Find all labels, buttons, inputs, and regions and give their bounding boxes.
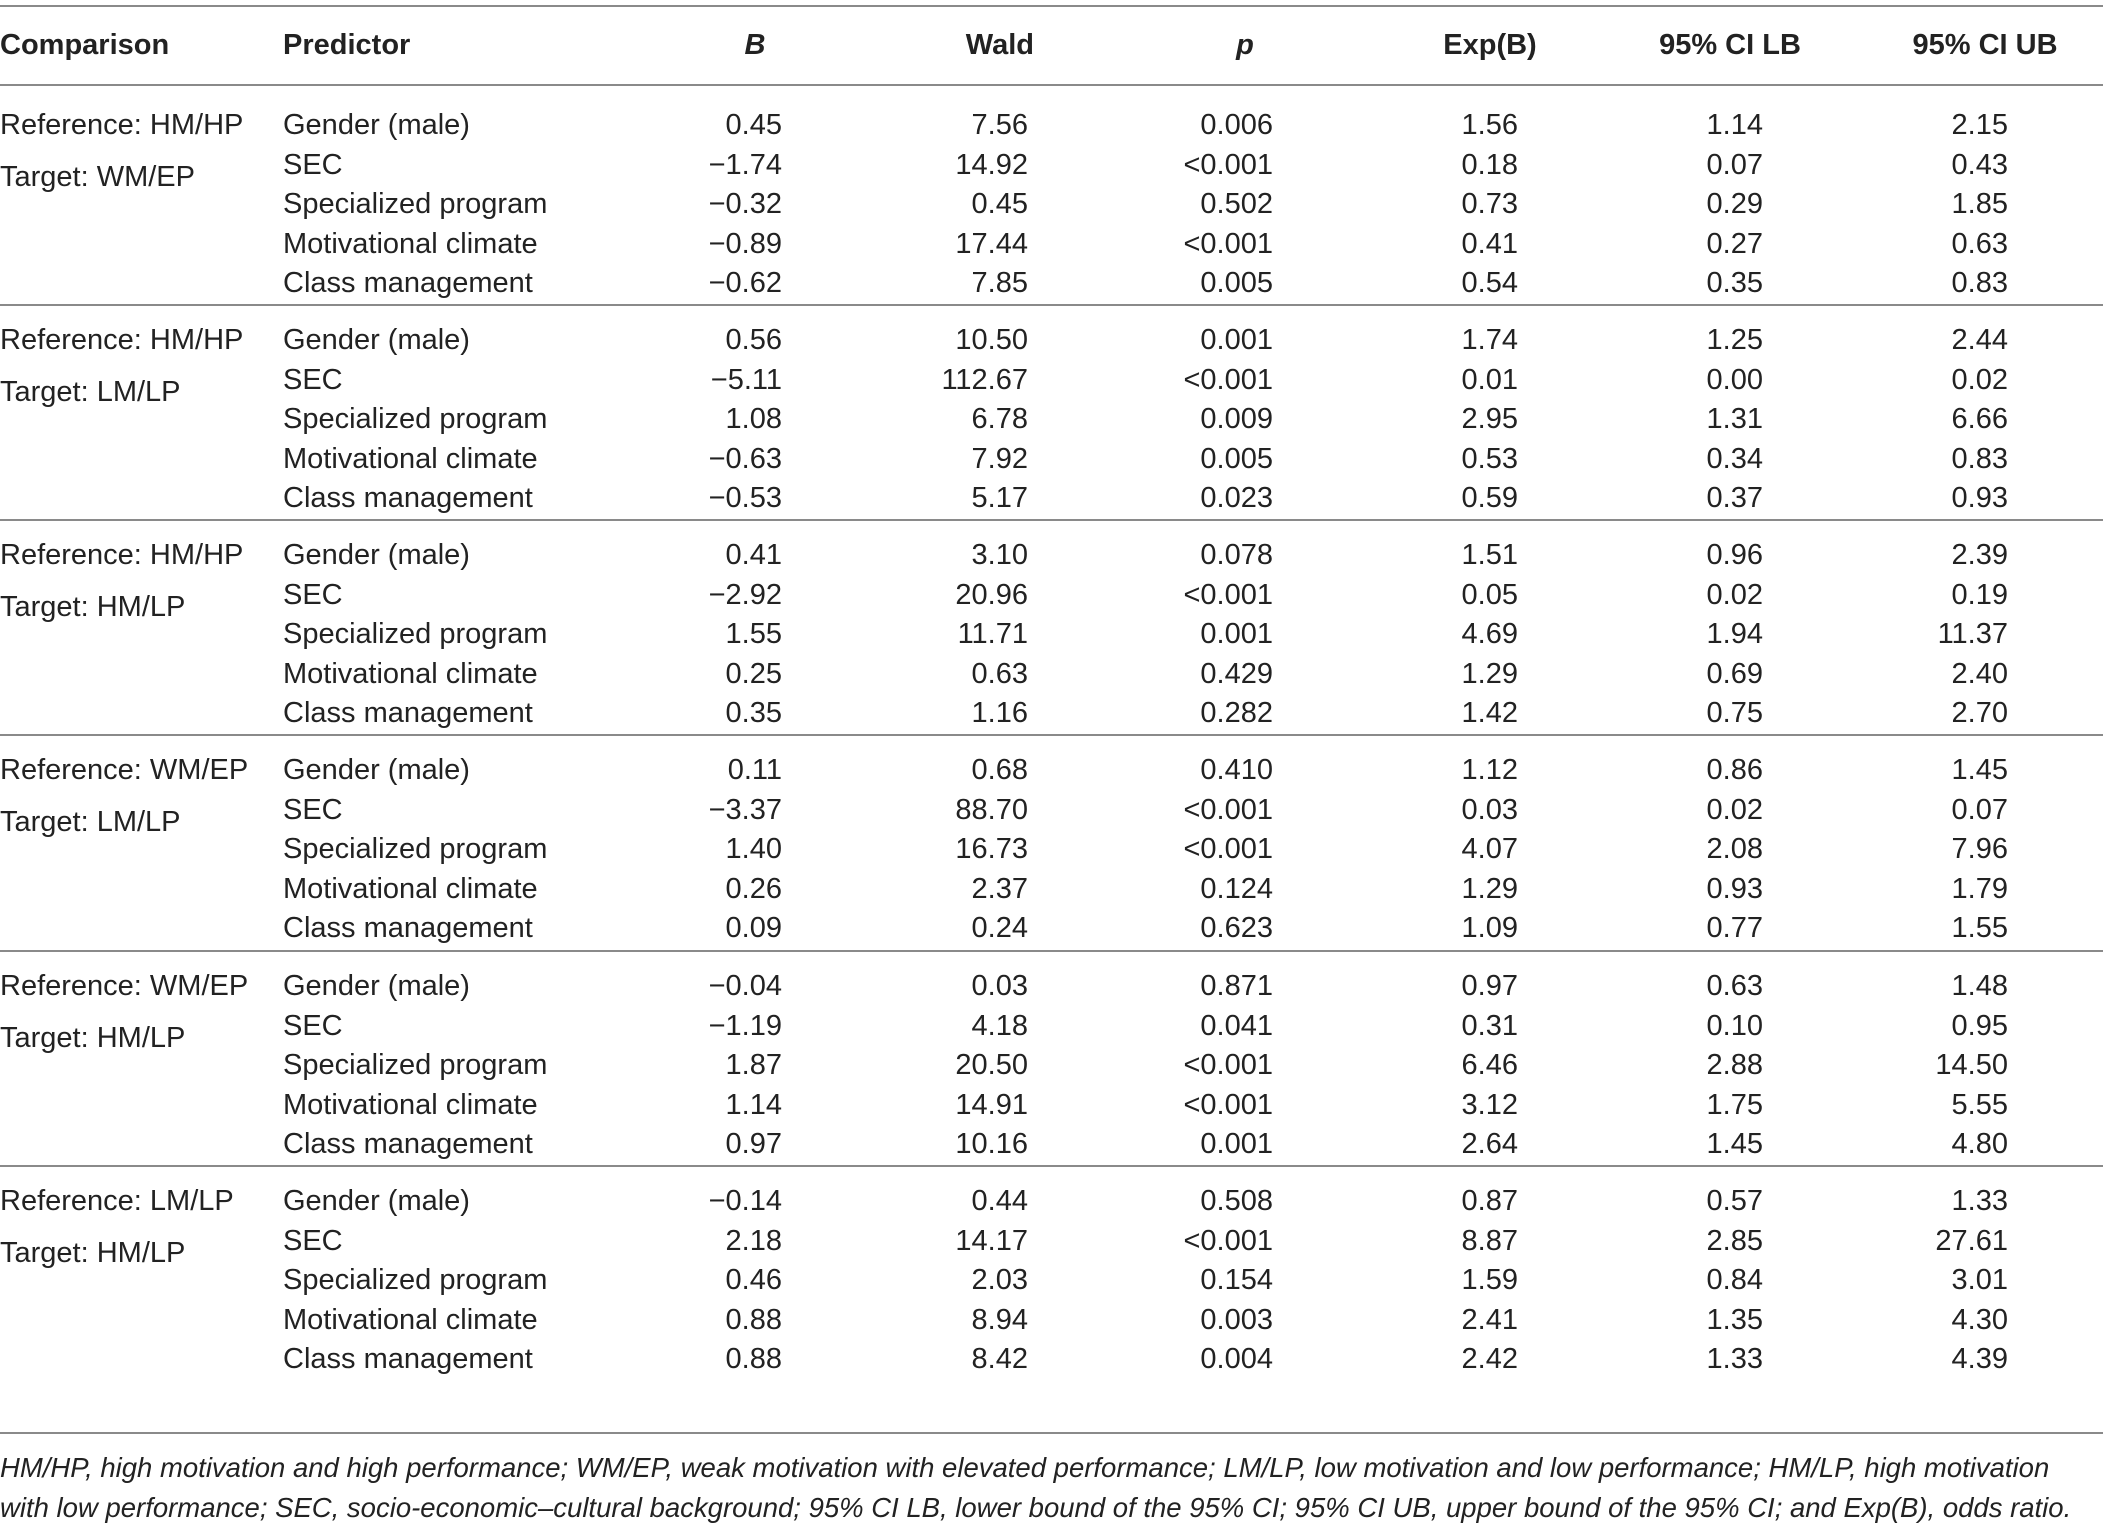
- cell-ci-lb: 0.07: [1706, 148, 1763, 181]
- comparison-target: Target: WM/EP: [0, 161, 195, 193]
- cell-b: 0.45: [725, 109, 782, 141]
- cell-predictor: Motivational climate: [283, 657, 538, 690]
- cell-p: 0.871: [1200, 970, 1273, 1002]
- cell-wald: 1.16: [971, 697, 1028, 730]
- cell-b: −0.89: [708, 227, 782, 260]
- cell-wald: 2.03: [971, 1264, 1028, 1297]
- cell-ci-lb: 0.77: [1706, 912, 1763, 945]
- cell-ci-lb: 1.94: [1706, 618, 1763, 651]
- cell-b: −0.63: [708, 442, 782, 475]
- cell-ci-ub: 0.93: [1951, 482, 2008, 515]
- cell-expb: 2.95: [1461, 403, 1518, 436]
- cell-expb: 4.69: [1461, 618, 1518, 651]
- cell-wald: 0.68: [971, 754, 1028, 786]
- group-divider: [0, 950, 2103, 952]
- cell-ci-lb: 0.37: [1706, 482, 1763, 515]
- cell-wald: 88.70: [955, 793, 1028, 826]
- header-comparison: Comparison: [0, 29, 170, 61]
- cell-wald: 20.50: [955, 1049, 1028, 1082]
- cell-ci-lb: 0.57: [1706, 1185, 1763, 1217]
- cell-p: 0.124: [1200, 872, 1273, 905]
- cell-predictor: Gender (male): [283, 539, 470, 571]
- cell-ci-ub: 0.95: [1951, 1009, 2008, 1042]
- cell-expb: 0.53: [1461, 442, 1518, 475]
- cell-ci-ub: 11.37: [1937, 618, 2008, 651]
- cell-ci-ub: 0.07: [1951, 793, 2008, 826]
- comparison-reference: Reference: HM/HP: [0, 109, 244, 141]
- cell-ci-ub: 0.83: [1951, 442, 2008, 475]
- cell-b: 1.08: [725, 403, 782, 436]
- cell-wald: 10.16: [955, 1128, 1028, 1161]
- cell-ci-lb: 1.45: [1706, 1128, 1763, 1161]
- cell-ci-ub: 4.39: [1951, 1343, 2008, 1376]
- cell-ci-lb: 0.00: [1706, 363, 1763, 396]
- cell-p: 0.508: [1200, 1185, 1273, 1217]
- cell-ci-ub: 0.63: [1951, 227, 2008, 260]
- cell-p: 0.410: [1200, 754, 1273, 786]
- cell-p: 0.009: [1200, 403, 1273, 436]
- cell-p: 0.001: [1200, 324, 1273, 356]
- cell-b: −0.04: [708, 970, 782, 1002]
- cell-p: <0.001: [1183, 1088, 1273, 1121]
- cell-ci-lb: 1.75: [1706, 1088, 1763, 1121]
- cell-b: −5.11: [710, 363, 782, 396]
- group-divider: [0, 304, 2103, 306]
- cell-expb: 4.07: [1461, 833, 1518, 866]
- cell-predictor: Class management: [283, 697, 533, 730]
- cell-b: 1.40: [725, 833, 782, 866]
- cell-ci-ub: 1.85: [1951, 188, 2008, 221]
- cell-wald: 7.85: [971, 267, 1028, 300]
- cell-ci-ub: 2.15: [1951, 109, 2008, 141]
- cell-ci-ub: 5.55: [1951, 1088, 2008, 1121]
- cell-ci-lb: 2.85: [1706, 1224, 1763, 1257]
- cell-p: 0.005: [1200, 442, 1273, 475]
- cell-wald: 2.37: [971, 872, 1028, 905]
- cell-predictor: Specialized program: [283, 188, 548, 221]
- cell-ci-lb: 0.86: [1706, 754, 1763, 786]
- cell-wald: 10.50: [955, 324, 1028, 356]
- cell-p: <0.001: [1183, 1049, 1273, 1082]
- cell-b: −3.37: [708, 793, 782, 826]
- cell-predictor: Specialized program: [283, 833, 548, 866]
- cell-predictor: Class management: [283, 267, 533, 300]
- cell-p: <0.001: [1183, 833, 1273, 866]
- header-ci-ub: 95% CI UB: [1912, 29, 2058, 61]
- cell-p: 0.001: [1200, 618, 1273, 651]
- comparison-target: Target: HM/LP: [0, 1022, 186, 1054]
- cell-wald: 7.92: [971, 442, 1028, 475]
- header-ci-lb: 95% CI LB: [1659, 29, 1801, 61]
- cell-ci-lb: 2.88: [1706, 1049, 1763, 1082]
- cell-ci-lb: 0.10: [1706, 1009, 1763, 1042]
- comparison-reference: Reference: LM/LP: [0, 1185, 234, 1217]
- cell-b: 1.14: [725, 1088, 782, 1121]
- cell-predictor: Gender (male): [283, 970, 470, 1002]
- cell-expb: 0.87: [1461, 1185, 1518, 1217]
- cell-ci-lb: 1.33: [1706, 1343, 1763, 1376]
- cell-ci-lb: 0.02: [1706, 793, 1763, 826]
- cell-ci-lb: 0.02: [1706, 578, 1763, 611]
- cell-wald: 6.78: [971, 403, 1028, 436]
- cell-predictor: Motivational climate: [283, 442, 538, 475]
- cell-wald: 8.94: [971, 1303, 1028, 1336]
- cell-p: <0.001: [1183, 148, 1273, 181]
- cell-predictor: Specialized program: [283, 1049, 548, 1082]
- cell-wald: 4.18: [971, 1009, 1028, 1042]
- cell-p: 0.001: [1200, 1128, 1273, 1161]
- cell-ci-ub: 4.30: [1951, 1303, 2008, 1336]
- cell-expb: 0.18: [1461, 148, 1518, 181]
- group-divider: [0, 1165, 2103, 1167]
- comparison-target: Target: LM/LP: [0, 376, 181, 408]
- cell-b: 0.88: [725, 1343, 782, 1376]
- cell-wald: 5.17: [971, 482, 1028, 515]
- cell-wald: 0.45: [971, 188, 1028, 221]
- cell-wald: 7.56: [971, 109, 1028, 141]
- cell-b: 0.26: [725, 872, 782, 905]
- cell-b: −1.19: [708, 1009, 782, 1042]
- cell-expb: 1.56: [1461, 109, 1518, 141]
- cell-p: 0.429: [1200, 657, 1273, 690]
- cell-wald: 0.24: [971, 912, 1028, 945]
- cell-ci-ub: 6.66: [1951, 403, 2008, 436]
- table-top-rule: [0, 5, 2103, 7]
- cell-expb: 0.54: [1461, 267, 1518, 300]
- comparison-reference: Reference: HM/HP: [0, 324, 244, 356]
- cell-ci-ub: 2.44: [1951, 324, 2008, 356]
- cell-expb: 1.29: [1461, 872, 1518, 905]
- cell-ci-ub: 0.43: [1951, 148, 2008, 181]
- header-b: B: [744, 29, 766, 61]
- cell-expb: 2.42: [1461, 1343, 1518, 1376]
- cell-b: 0.11: [727, 754, 782, 786]
- cell-predictor: Motivational climate: [283, 1303, 538, 1336]
- cell-p: 0.078: [1200, 539, 1273, 571]
- header-p: p: [1236, 29, 1254, 61]
- comparison-target: Target: HM/LP: [0, 1237, 186, 1269]
- cell-p: 0.282: [1200, 697, 1273, 730]
- cell-b: 0.56: [725, 324, 782, 356]
- cell-b: 2.18: [725, 1224, 782, 1257]
- group-divider: [0, 519, 2103, 521]
- header-expb: Exp(B): [1443, 29, 1537, 61]
- cell-ci-ub: 3.01: [1951, 1264, 2008, 1297]
- cell-wald: 3.10: [971, 539, 1028, 571]
- cell-predictor: Motivational climate: [283, 227, 538, 260]
- cell-p: <0.001: [1183, 363, 1273, 396]
- cell-expb: 8.87: [1461, 1224, 1518, 1257]
- cell-p: 0.623: [1200, 912, 1273, 945]
- cell-expb: 0.05: [1461, 578, 1518, 611]
- cell-predictor: Class management: [283, 482, 533, 515]
- cell-b: 1.87: [725, 1049, 782, 1082]
- cell-predictor: SEC: [283, 148, 343, 181]
- table-footnote: HM/HP, high motivation and high performance; WM/EP, weak motivation with elevated performance; LM/LP, low motivation and low performance; HM/LP, high motivation with low performance; SEC, socio-economic–cultural background; 95% CI LB, lower bound of the 95% CI; 95% CI UB, upper bound of the 95% CI; and Exp(B), odds ratio.: [0, 1452, 2072, 1523]
- cell-p: 0.006: [1200, 109, 1273, 141]
- cell-predictor: SEC: [283, 578, 343, 611]
- header-predictor: Predictor: [283, 29, 411, 61]
- cell-expb: 0.31: [1461, 1009, 1518, 1042]
- group-divider: [0, 734, 2103, 736]
- comparison-target: Target: HM/LP: [0, 591, 186, 623]
- cell-wald: 14.17: [955, 1224, 1028, 1257]
- cell-expb: 0.01: [1461, 363, 1518, 396]
- cell-b: 0.41: [725, 539, 782, 571]
- cell-predictor: Gender (male): [283, 324, 470, 356]
- cell-wald: 20.96: [955, 578, 1028, 611]
- cell-expb: 1.29: [1461, 657, 1518, 690]
- cell-predictor: Gender (male): [283, 754, 470, 786]
- cell-p: <0.001: [1183, 227, 1273, 260]
- comparison-reference: Reference: WM/EP: [0, 754, 249, 786]
- cell-b: 0.09: [725, 912, 782, 945]
- cell-expb: 1.59: [1461, 1264, 1518, 1297]
- cell-ci-ub: 1.33: [1951, 1185, 2008, 1217]
- cell-ci-lb: 0.75: [1706, 697, 1763, 730]
- cell-wald: 14.91: [955, 1088, 1028, 1121]
- cell-p: 0.502: [1200, 188, 1273, 221]
- cell-predictor: Motivational climate: [283, 1088, 538, 1121]
- cell-ci-lb: 1.31: [1706, 403, 1763, 436]
- cell-ci-ub: 2.39: [1951, 539, 2008, 571]
- cell-expb: 0.03: [1461, 793, 1518, 826]
- cell-p: <0.001: [1183, 1224, 1273, 1257]
- cell-ci-ub: 4.80: [1951, 1128, 2008, 1161]
- cell-ci-ub: 1.79: [1951, 872, 2008, 905]
- cell-p: 0.005: [1200, 267, 1273, 300]
- cell-b: 0.46: [725, 1264, 782, 1297]
- cell-b: −0.53: [708, 482, 782, 515]
- cell-ci-lb: 1.25: [1706, 324, 1763, 356]
- comparison-reference: Reference: HM/HP: [0, 539, 244, 571]
- cell-ci-lb: 0.27: [1706, 227, 1763, 260]
- cell-p: 0.003: [1200, 1303, 1273, 1336]
- cell-ci-ub: 2.40: [1951, 657, 2008, 690]
- cell-ci-ub: 14.50: [1935, 1049, 2008, 1082]
- cell-ci-lb: 0.63: [1706, 970, 1763, 1002]
- cell-ci-ub: 0.19: [1951, 578, 2008, 611]
- cell-wald: 0.63: [971, 657, 1028, 690]
- cell-expb: 1.09: [1461, 912, 1518, 945]
- cell-expb: 6.46: [1461, 1049, 1518, 1082]
- cell-p: 0.154: [1200, 1264, 1273, 1297]
- cell-wald: 14.92: [955, 148, 1028, 181]
- cell-ci-lb: 0.69: [1706, 657, 1763, 690]
- cell-p: <0.001: [1183, 793, 1273, 826]
- cell-ci-ub: 0.83: [1951, 267, 2008, 300]
- cell-wald: 8.42: [971, 1343, 1028, 1376]
- cell-b: −0.14: [708, 1185, 782, 1217]
- cell-b: 0.88: [725, 1303, 782, 1336]
- cell-wald: 112.67: [941, 363, 1028, 396]
- cell-wald: 0.44: [971, 1185, 1028, 1217]
- header-wald: Wald: [965, 29, 1034, 61]
- cell-wald: 17.44: [955, 227, 1028, 260]
- cell-wald: 16.73: [955, 833, 1028, 866]
- cell-expb: 1.74: [1461, 324, 1518, 356]
- table-bottom-rule: [0, 1432, 2103, 1434]
- cell-predictor: Gender (male): [283, 1185, 470, 1217]
- cell-ci-lb: 0.96: [1706, 539, 1763, 571]
- cell-predictor: SEC: [283, 1009, 343, 1042]
- cell-b: −1.74: [708, 148, 782, 181]
- cell-predictor: SEC: [283, 1224, 343, 1257]
- cell-ci-ub: 1.45: [1951, 754, 2008, 786]
- cell-predictor: Class management: [283, 1343, 533, 1376]
- cell-b: −0.32: [708, 188, 782, 221]
- cell-expb: 2.64: [1461, 1128, 1518, 1161]
- cell-expb: 0.41: [1461, 227, 1518, 260]
- cell-ci-lb: 0.84: [1706, 1264, 1763, 1297]
- cell-ci-ub: 7.96: [1951, 833, 2008, 866]
- cell-predictor: Gender (male): [283, 109, 470, 141]
- cell-predictor: SEC: [283, 363, 343, 396]
- cell-expb: 0.59: [1461, 482, 1518, 515]
- cell-ci-ub: 27.61: [1935, 1224, 2008, 1257]
- cell-predictor: Class management: [283, 1128, 533, 1161]
- cell-p: 0.004: [1200, 1343, 1273, 1376]
- cell-p: 0.041: [1200, 1009, 1273, 1042]
- comparison-reference: Reference: WM/EP: [0, 970, 249, 1002]
- cell-predictor: Class management: [283, 912, 533, 945]
- cell-b: −0.62: [708, 267, 782, 300]
- cell-b: 1.55: [725, 618, 782, 651]
- cell-predictor: Motivational climate: [283, 872, 538, 905]
- cell-wald: 0.03: [971, 970, 1028, 1002]
- cell-predictor: SEC: [283, 793, 343, 826]
- cell-ci-lb: 1.35: [1706, 1303, 1763, 1336]
- cell-b: 0.97: [725, 1128, 782, 1161]
- cell-b: 0.25: [725, 657, 782, 690]
- cell-expb: 1.42: [1461, 697, 1518, 730]
- cell-b: −2.92: [708, 578, 782, 611]
- cell-ci-lb: 0.34: [1706, 442, 1763, 475]
- cell-expb: 0.73: [1461, 188, 1518, 221]
- header-rule: [0, 84, 2103, 86]
- cell-expb: 0.97: [1461, 970, 1518, 1002]
- cell-ci-lb: 2.08: [1706, 833, 1763, 866]
- cell-expb: 3.12: [1461, 1088, 1518, 1121]
- cell-p: <0.001: [1183, 578, 1273, 611]
- cell-p: 0.023: [1200, 482, 1273, 515]
- cell-b: 0.35: [725, 697, 782, 730]
- cell-predictor: Specialized program: [283, 1264, 548, 1297]
- cell-ci-ub: 2.70: [1951, 697, 2008, 730]
- cell-ci-ub: 0.02: [1951, 363, 2008, 396]
- cell-ci-ub: 1.48: [1951, 970, 2008, 1002]
- cell-wald: 11.71: [957, 618, 1028, 651]
- cell-expb: 1.12: [1461, 754, 1518, 786]
- cell-ci-lb: 0.35: [1706, 267, 1763, 300]
- cell-expb: 2.41: [1461, 1303, 1518, 1336]
- cell-predictor: Specialized program: [283, 618, 548, 651]
- cell-ci-lb: 0.29: [1706, 188, 1763, 221]
- comparison-target: Target: LM/LP: [0, 806, 181, 838]
- cell-ci-lb: 0.93: [1706, 872, 1763, 905]
- cell-predictor: Specialized program: [283, 403, 548, 436]
- cell-ci-lb: 1.14: [1706, 109, 1763, 141]
- cell-expb: 1.51: [1461, 539, 1518, 571]
- cell-ci-ub: 1.55: [1951, 912, 2008, 945]
